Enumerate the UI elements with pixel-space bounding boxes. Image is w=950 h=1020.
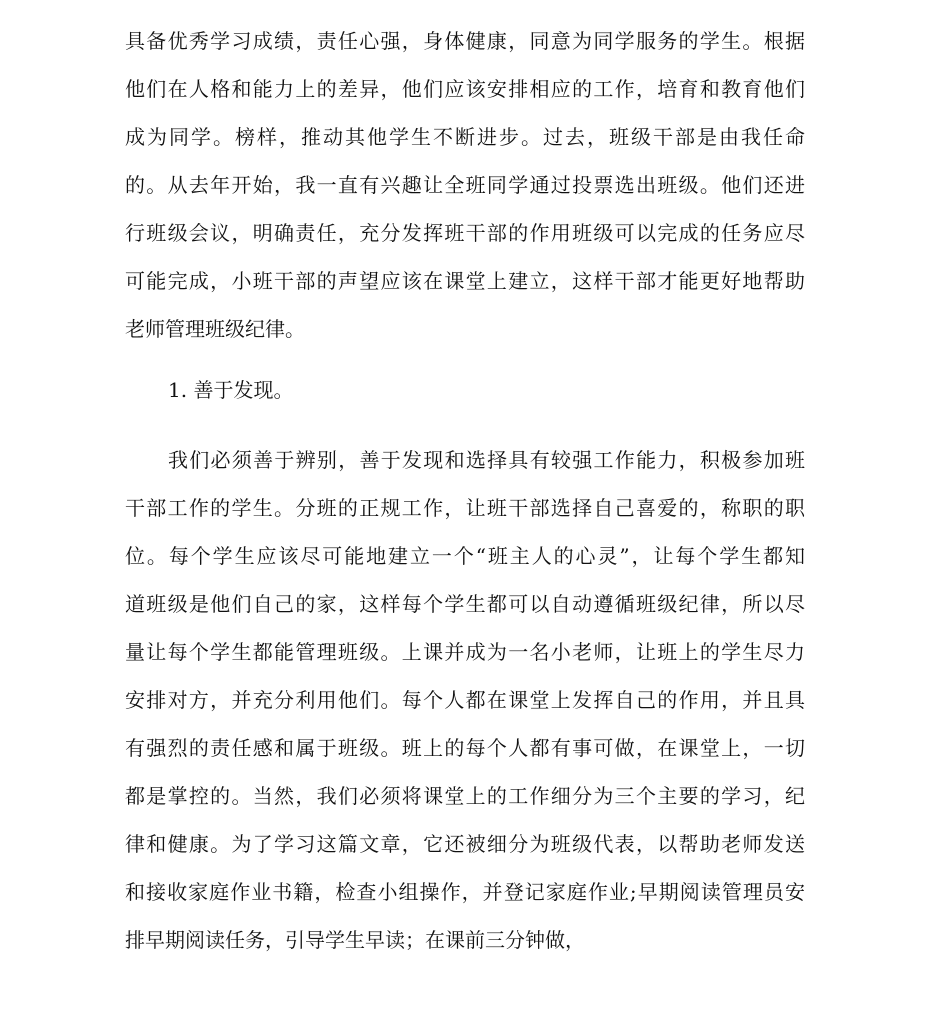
paragraph-2-line-5: 量让每个学生都能管理班级。上课并成为一名小老师，让班上的学生尽力 [125,640,805,664]
paragraph-2-line-10: 和接收家庭作业书籍，检查小组操作，并登记家庭作业;早期阅读管理员安 [125,880,805,904]
paragraph-1-line-2: 他们在人格和能力上的差异，他们应该安排相应的工作，培育和教育他们 [125,77,805,101]
paragraph-2-line-6: 安排对方，并充分利用他们。每个人都在课堂上发挥自己的作用，并且具 [125,688,805,712]
paragraph-2-line-11: 排早期阅读任务，引导学生早读；在课前三分钟做， [125,928,585,952]
paragraph-1-line-5: 行班级会议，明确责任，充分发挥班干部的作用班级可以完成的任务应尽 [125,221,805,245]
paragraph-2-line-9: 律和健康。为了学习这篇文章，它还被细分为班级代表，以帮助老师发送 [125,832,805,856]
paragraph-2-line-3: 位。每个学生应该尽可能地建立一个“班主人的心灵”，让每个学生都知 [125,544,805,568]
paragraph-2-line-4: 道班级是他们自己的家，这样每个学生都可以自动遵循班级纪律，所以尽 [125,592,805,616]
paragraph-1-line-4: 的。从去年开始，我一直有兴趣让全班同学通过投票选出班级。他们还进 [125,173,805,197]
paragraph-1-line-6: 可能完成，小班干部的声望应该在课堂上建立，这样干部才能更好地帮助 [125,269,805,293]
paragraph-2-line-7: 有强烈的责任感和属于班级。班上的每个人都有事可做，在课堂上，一切 [125,736,805,760]
paragraph-1-line-7: 老师管理班级纪律。 [125,317,305,341]
paragraph-2-line-8: 都是掌控的。当然，我们必须将课堂上的工作细分为三个主要的学习，纪 [125,784,805,808]
section-heading: 1. 善于发现。 [168,378,294,402]
paragraph-1-line-3: 成为同学。榜样，推动其他学生不断进步。过去，班级干部是由我任命 [125,125,805,149]
paragraph-2-line-2: 干部工作的学生。分班的正规工作，让班干部选择自己喜爱的，称职的职 [125,496,805,520]
paragraph-2-line-1: 我们必须善于辨别，善于发现和选择具有较强工作能力，积极参加班 [168,448,805,472]
paragraph-1-line-1: 具备优秀学习成绩，责任心强，身体健康，同意为同学服务的学生。根据 [125,29,805,53]
